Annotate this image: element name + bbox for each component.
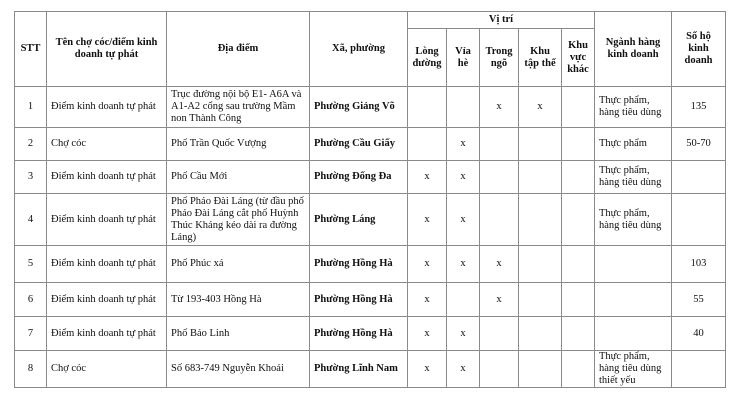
cell-position-other [562,351,595,388]
market-table [14,11,726,388]
cell-position-alley [480,128,519,161]
cell-position-road: x [408,161,447,194]
cell-location: Từ 193-403 Hồng Hà [167,283,310,317]
cell-name: Chợ cóc [47,128,167,161]
cell-position-other [562,194,595,246]
cell-position-alley [480,161,519,194]
header-position-alley: Trong ngõ [480,29,519,87]
cell-position-sidewalk: x [447,194,480,246]
table-body [15,87,726,388]
cell-households: 55 [672,283,726,317]
cell-location: Phố Trần Quốc Vượng [167,128,310,161]
cell-position-apartment [519,246,562,283]
header-industry: Ngành hàng kinh doanh [595,12,672,87]
cell-position-other [562,128,595,161]
cell-position-road: x [408,246,447,283]
cell-position-apartment [519,351,562,388]
cell-industry: Thực phẩm, hàng tiêu dùng thiết yếu [595,351,672,388]
cell-location: Phố Phúc xá [167,246,310,283]
cell-location: Số 683-749 Nguyễn Khoái [167,351,310,388]
cell-position-other [562,317,595,351]
table-row [15,161,726,194]
cell-stt: 3 [15,161,47,194]
cell-ward: Phường Giảng Võ [310,87,408,128]
cell-position-apartment: x [519,87,562,128]
cell-location: Phố Bảo Linh [167,317,310,351]
cell-industry [595,283,672,317]
header-position-sidewalk: Vỉa hè [447,29,480,87]
cell-stt: 4 [15,194,47,246]
cell-households: 135 [672,87,726,128]
cell-name: Điểm kinh doanh tự phát [47,246,167,283]
cell-stt: 6 [15,283,47,317]
cell-position-alley: x [480,283,519,317]
cell-position-alley [480,317,519,351]
header-position-group: Vị trí [408,12,595,29]
cell-position-other [562,283,595,317]
cell-name: Chợ cóc [47,351,167,388]
header-stt: STT [15,12,47,87]
cell-position-alley [480,194,519,246]
cell-stt: 8 [15,351,47,388]
cell-position-road [408,87,447,128]
cell-position-road: x [408,351,447,388]
cell-position-apartment [519,283,562,317]
cell-name: Điểm kinh doanh tự phát [47,283,167,317]
cell-name: Điểm kinh doanh tự phát [47,317,167,351]
header-position-other: Khu vực khác [562,29,595,87]
cell-position-sidewalk: x [447,351,480,388]
header-location: Địa điểm [167,12,310,87]
cell-ward: Phường Hồng Hà [310,283,408,317]
cell-position-alley: x [480,87,519,128]
cell-position-apartment [519,194,562,246]
cell-households [672,161,726,194]
cell-name: Điểm kinh doanh tự phát [47,87,167,128]
cell-position-road [408,128,447,161]
cell-location: Trục đường nội bộ E1- A6A và A1-A2 cổng sau trường Mầm non Thành Công [167,87,310,128]
table-row [15,87,726,128]
cell-households: 103 [672,246,726,283]
cell-ward: Phường Lĩnh Nam [310,351,408,388]
table-row [15,351,726,388]
cell-position-other [562,246,595,283]
cell-households: 50-70 [672,128,726,161]
cell-ward: Phường Đống Đa [310,161,408,194]
cell-position-sidewalk [447,87,480,128]
cell-ward: Phường Cầu Giấy [310,128,408,161]
cell-industry: Thực phẩm, hàng tiêu dùng [595,194,672,246]
cell-households: 40 [672,317,726,351]
cell-position-alley [480,351,519,388]
table-row [15,194,726,246]
cell-position-alley: x [480,246,519,283]
cell-ward: Phường Hồng Hà [310,317,408,351]
cell-position-other [562,87,595,128]
table-row [15,246,726,283]
cell-position-sidewalk [447,283,480,317]
header-position-apartment: Khu tập thể [519,29,562,87]
header-name: Tên chợ cóc/điểm kinh doanh tự phát [47,12,167,87]
cell-industry: Thực phẩm, hàng tiêu dùng [595,161,672,194]
cell-name: Điểm kinh doanh tự phát [47,194,167,246]
cell-location: Phố Cầu Mới [167,161,310,194]
cell-industry: Thực phẩm [595,128,672,161]
cell-position-apartment [519,128,562,161]
cell-position-apartment [519,161,562,194]
cell-stt: 5 [15,246,47,283]
cell-industry: Thực phẩm, hàng tiêu dùng [595,87,672,128]
cell-position-sidewalk: x [447,246,480,283]
cell-industry [595,317,672,351]
cell-stt: 1 [15,87,47,128]
cell-position-road: x [408,317,447,351]
cell-location: Phố Pháo Đài Láng (từ đầu phố Pháo Đài Láng cắt phố Huỳnh Thúc Kháng kéo dài ra đường Láng) [167,194,310,246]
cell-position-apartment [519,317,562,351]
header-ward: Xã, phường [310,12,408,87]
cell-stt: 7 [15,317,47,351]
cell-position-sidewalk: x [447,128,480,161]
table-row [15,128,726,161]
header-position-road: Lòng đường [408,29,447,87]
cell-ward: Phường Hồng Hà [310,246,408,283]
cell-position-sidewalk: x [447,317,480,351]
header-households: Số hộ kinh doanh [672,12,726,87]
table-row [15,283,726,317]
cell-households [672,351,726,388]
cell-name: Điểm kinh doanh tự phát [47,161,167,194]
cell-position-sidewalk: x [447,161,480,194]
cell-industry [595,246,672,283]
cell-position-road: x [408,194,447,246]
cell-position-other [562,161,595,194]
cell-ward: Phường Láng [310,194,408,246]
table-row [15,317,726,351]
cell-households [672,194,726,246]
cell-position-road: x [408,283,447,317]
cell-stt: 2 [15,128,47,161]
